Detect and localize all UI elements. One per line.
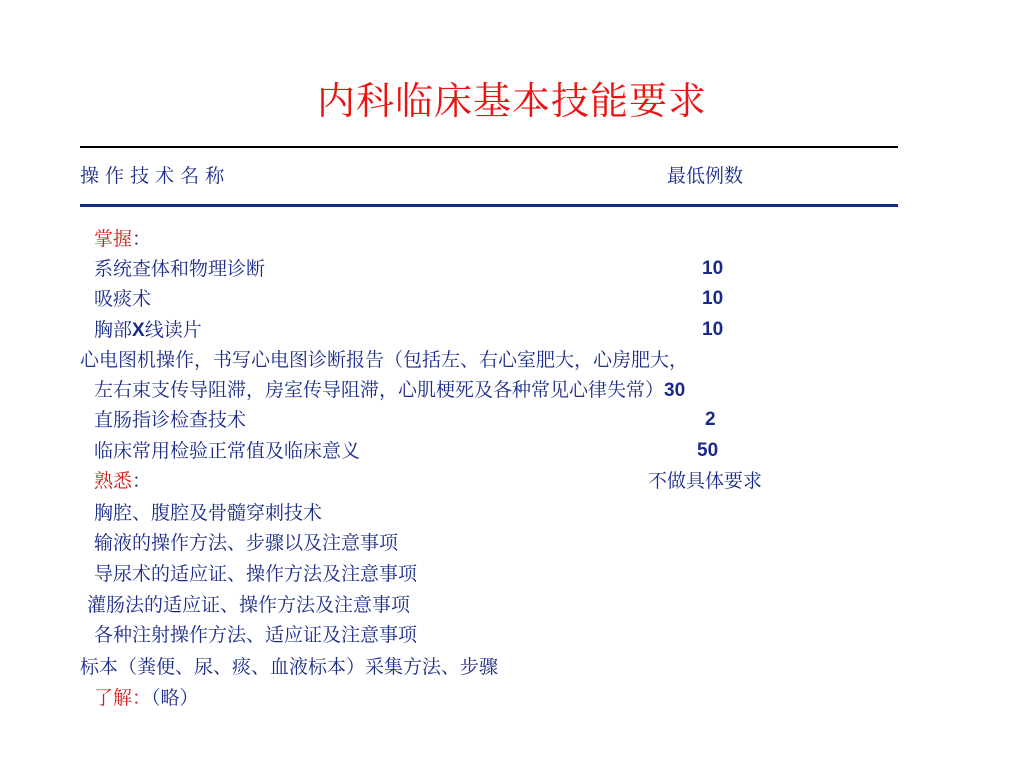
understand-heading <box>94 685 199 711</box>
name-suffix: 线读片 <box>144 319 202 341</box>
name-prefix: 胸部 <box>94 319 133 341</box>
header-divider <box>80 204 898 207</box>
familiar-item: 导尿术的适应证、操作方法及注意事项 <box>94 563 418 585</box>
familiar-item: 各种注射操作方法、适应证及注意事项 <box>94 624 418 646</box>
master-item-count: 10 <box>702 258 724 279</box>
slide-title: 内科临床基本技能要求 <box>316 79 707 123</box>
master-item-name: 直肠指诊检查技术 <box>94 409 247 431</box>
familiar-heading <box>94 468 151 494</box>
understand-note: （略） <box>151 687 199 709</box>
master-item-ecg-line1: 心电图机操作，书写心电图诊断报告（包括左、右心室肥大，心房肥大， <box>80 349 689 371</box>
master-item-name: 临床常用检验正常值及临床意义 <box>94 440 361 462</box>
master-item-count: 10 <box>702 288 724 309</box>
header-technique-name: 操 作 技 术 名 称 <box>80 165 225 187</box>
ecg-line2-text: 左右束支传导阻滞，房室传导阻滞，心肌梗死及各种常见心律失常） <box>94 379 665 401</box>
name-x: X <box>132 320 145 341</box>
master-item-count: 2 <box>705 409 716 430</box>
familiar-item: 胸腔、腹腔及骨髓穿刺技术 <box>94 502 323 524</box>
master-colon: ： <box>132 228 152 250</box>
familiar-item: 灌肠法的适应证、操作方法及注意事项 <box>87 594 411 616</box>
master-label: 掌握 <box>94 228 133 250</box>
master-item-name <box>94 317 202 344</box>
familiar-item: 标本（粪便、尿、痰、血液标本）采集方法、步骤 <box>80 656 499 678</box>
familiar-note: 不做具体要求 <box>648 470 763 492</box>
familiar-label: 熟悉 <box>94 470 133 492</box>
master-item-count: 10 <box>702 319 724 340</box>
master-heading <box>94 226 151 252</box>
master-item-name: 吸痰术 <box>94 288 152 310</box>
master-item-count: 30 <box>664 380 686 401</box>
familiar-colon: ： <box>132 470 152 492</box>
master-item-ecg-line2 <box>94 377 685 404</box>
master-item-name: 系统查体和物理诊断 <box>94 258 266 280</box>
familiar-item: 输液的操作方法、步骤以及注意事项 <box>94 532 399 554</box>
master-item-count: 50 <box>697 440 719 461</box>
header-minimum-count: 最低例数 <box>667 165 744 187</box>
top-divider <box>80 146 898 148</box>
understand-label: 了解： <box>94 687 152 709</box>
